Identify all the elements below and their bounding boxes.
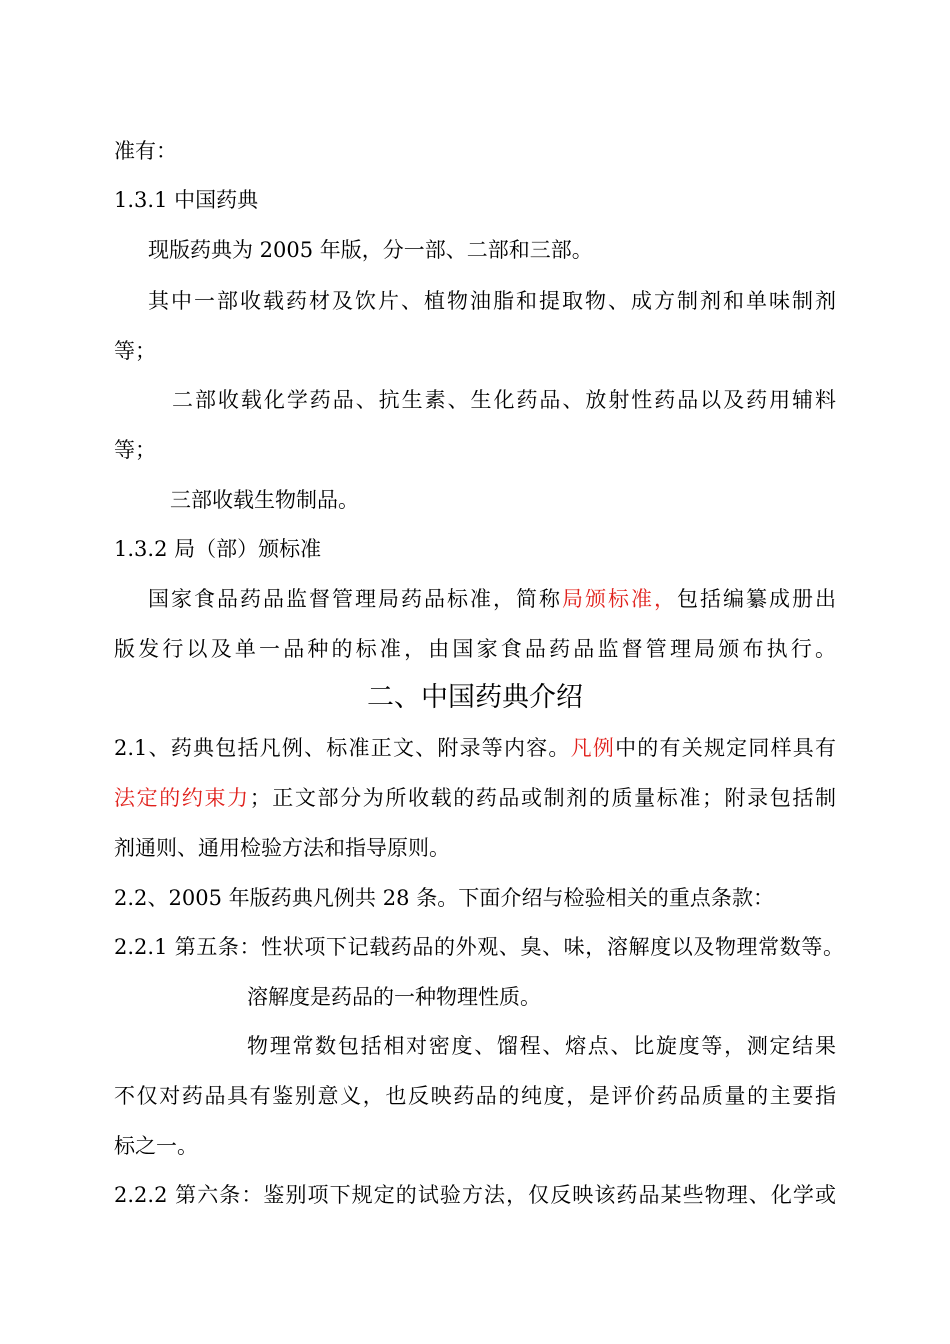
section-heading-1-3-2: 1.3.2 局（部）颁标准 [114, 537, 322, 561]
text-line: 等； [114, 438, 156, 462]
chapter-heading: 二、中国药典介绍 [367, 682, 583, 713]
text-line: 二部收载化学药品、抗生素、生化药品、放射性药品以及药用辅料 [172, 388, 836, 412]
text-line: 其中一部收载药材及饮片、植物油脂和提取物、成方制剂和单味制剂 [148, 289, 836, 313]
text-span: ；正文部分为所收载的药品或制剂的质量标准；附录包括制 [249, 786, 837, 810]
text-span: 包括编纂成册出 [677, 587, 836, 611]
text-line: 溶解度是药品的一种物理性质。 [247, 985, 541, 1009]
emphasis-text: 法定的约束力 [114, 786, 250, 810]
text-span: 2.1、药典包括凡例、标准正文、附录等内容。 [114, 736, 571, 760]
emphasis-text: 凡例 [570, 736, 616, 760]
text-line: 不仅对药品具有鉴别意义，也反映药品的纯度，是评价药品质量的主要指 [114, 1084, 836, 1108]
text-line [148, 585, 836, 613]
text-line: 版发行以及单一品种的标准，由国家食品药品监督管理局颁布执行。 [114, 637, 836, 661]
text-line: 现版药典为 2005 年版，分一部、二部和三部。 [148, 238, 593, 262]
text-line: 剂通则、通用检验方法和指导原则。 [114, 836, 450, 860]
emphasis-text: 局颁标准， [562, 587, 677, 611]
text-line [114, 784, 836, 812]
text-span: 国家食品药品监督管理局药品标准，简称 [148, 587, 562, 611]
text-line: 三部收载生物制品。 [170, 488, 359, 512]
text-span: 中的有关规定同样具有 [615, 736, 837, 760]
section-heading-1-3-1: 1.3.1 中国药典 [114, 188, 259, 212]
text-line: 标之一。 [114, 1134, 198, 1158]
text-line: 2.2.2 第六条：鉴别项下规定的试验方法，仅反映该药品某些物理、化学或 [114, 1183, 836, 1207]
text-line: 物理常数包括相对密度、馏程、熔点、比旋度等，测定结果 [247, 1034, 836, 1058]
text-line: 2.2.1 第五条：性状项下记载药品的外观、臭、味，溶解度以及物理常数等。 [114, 935, 844, 959]
text-line: 2.2、2005 年版药典凡例共 28 条。下面介绍与检验相关的重点条款： [114, 886, 774, 910]
text-line [114, 734, 836, 762]
text-line: 等； [114, 339, 156, 363]
text-line: 准有： [114, 139, 177, 163]
